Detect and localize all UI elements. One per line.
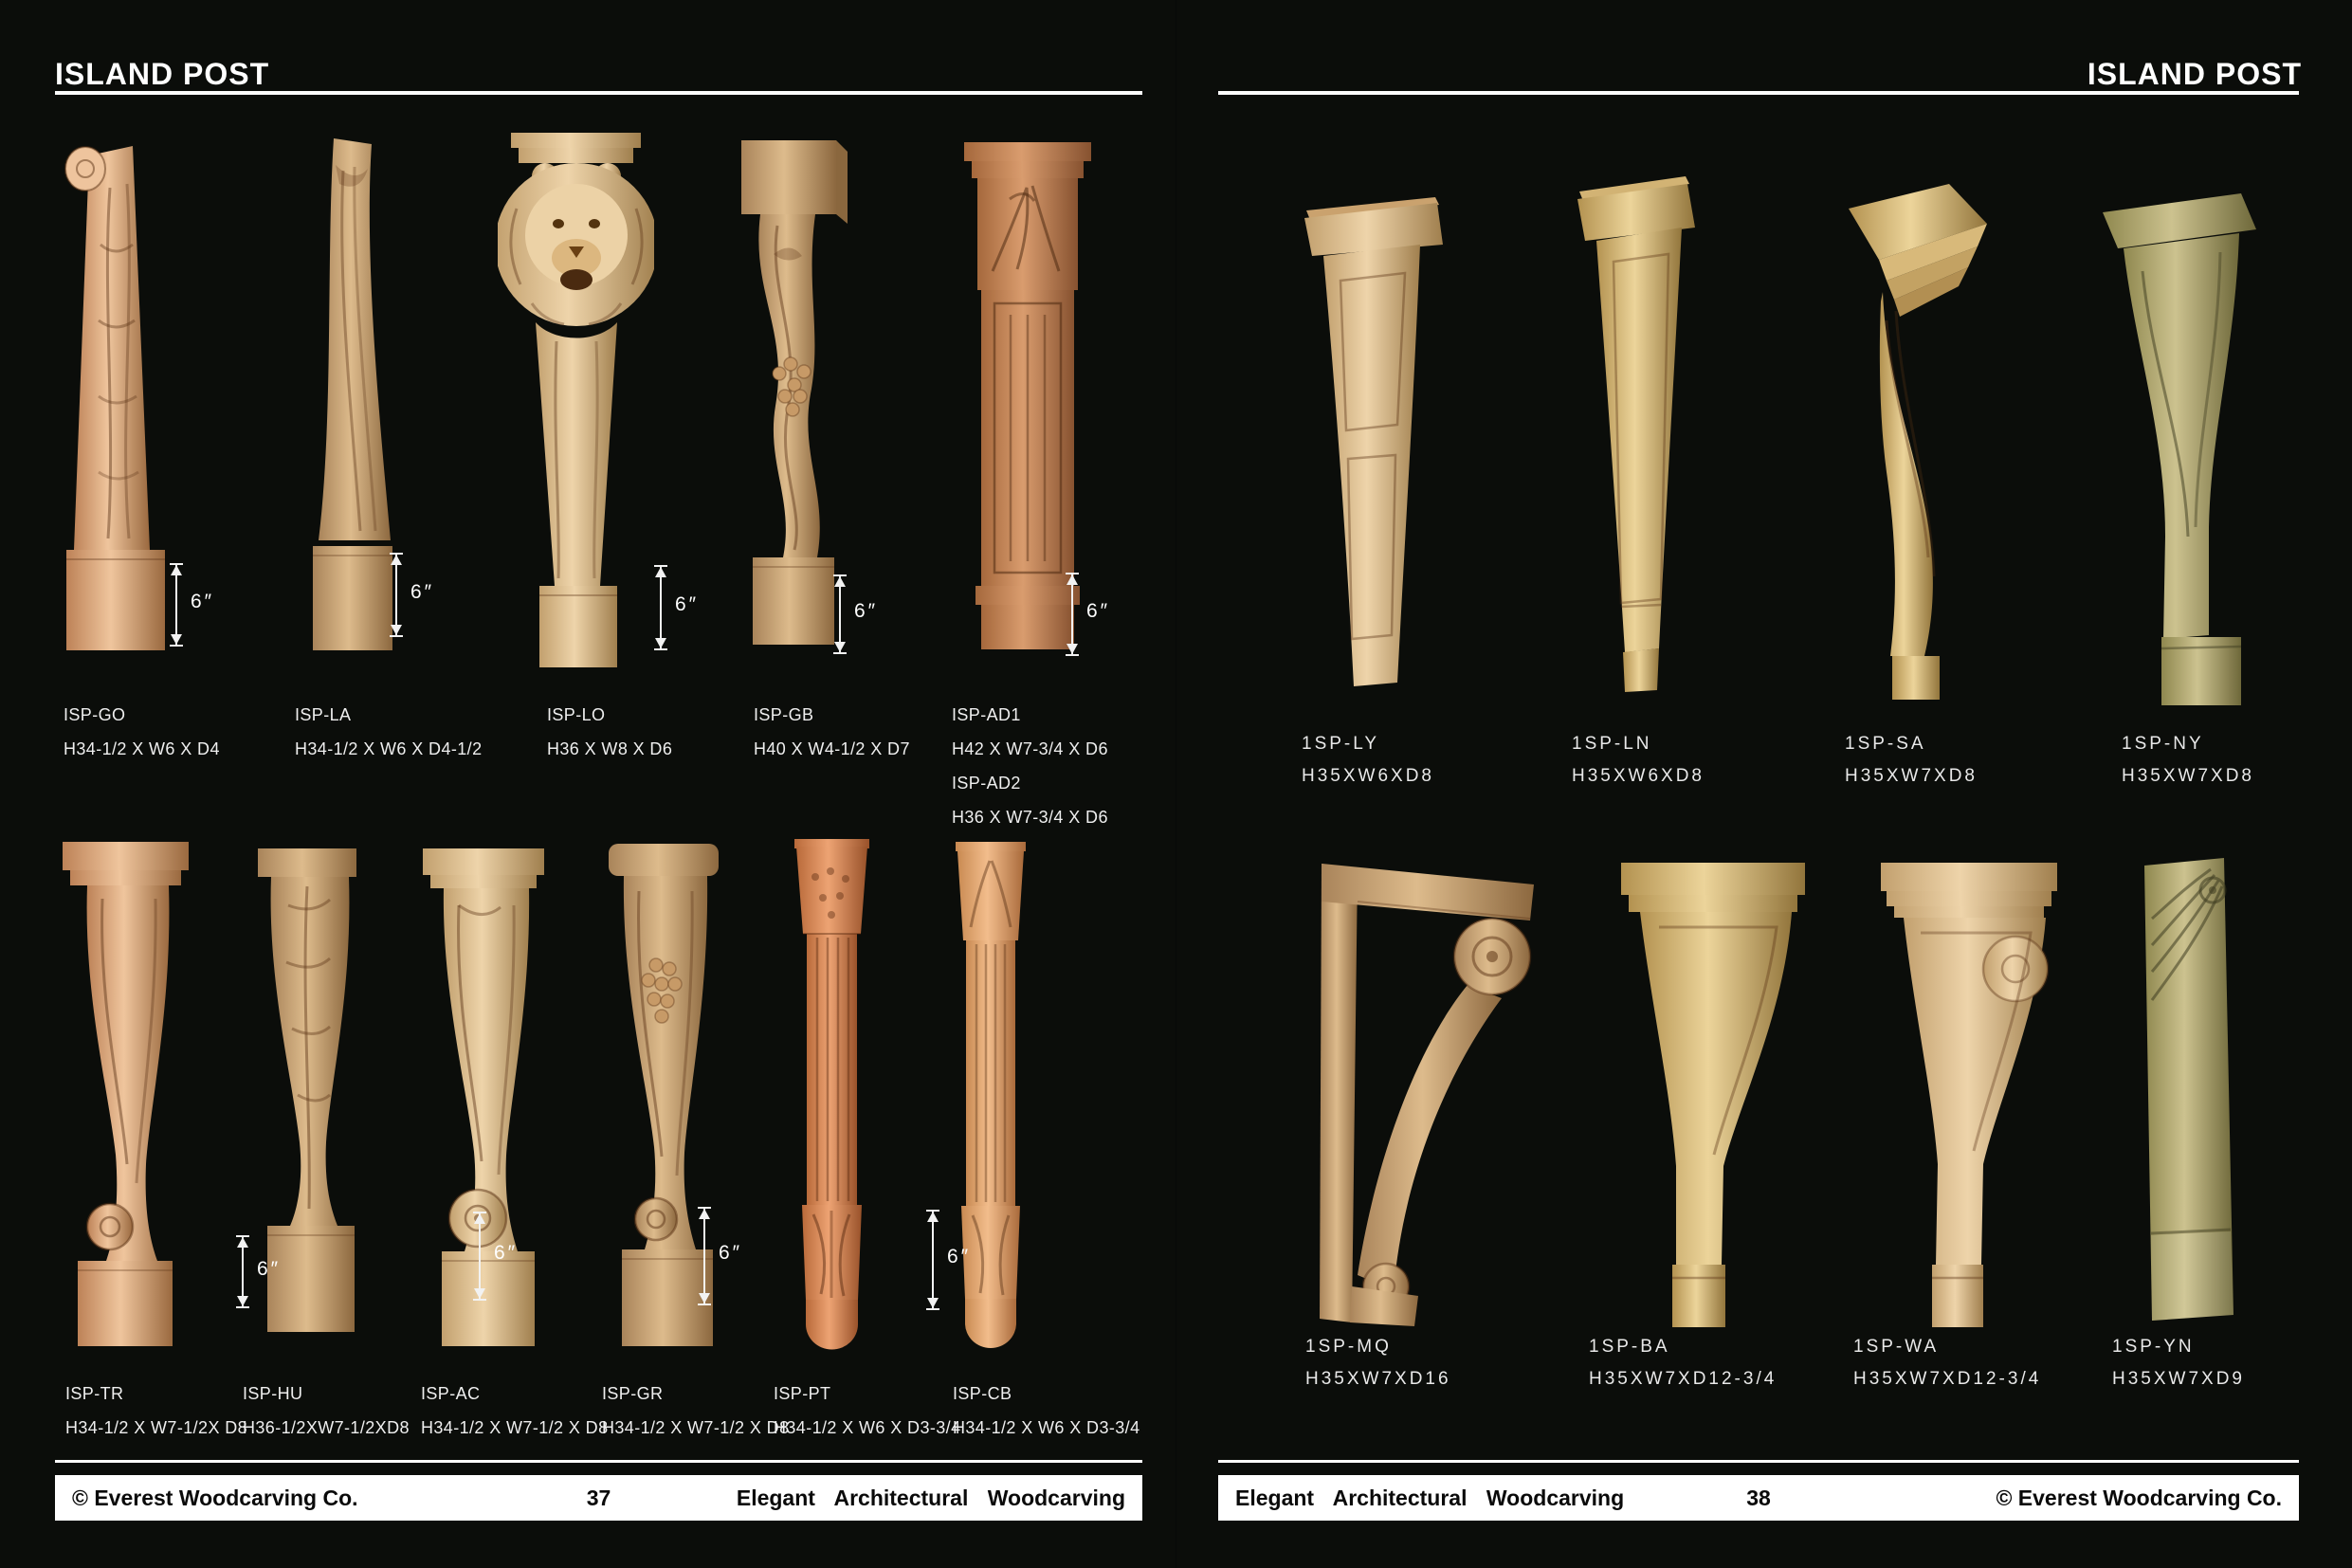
product-label <box>1845 728 1978 793</box>
product-image-1sp-ln <box>1566 163 1704 694</box>
product-dims: H42 X W7-3/4 X D6 <box>952 739 1108 758</box>
product-code: ISP-AD1 <box>952 705 1021 724</box>
product-image-isp-lo <box>498 133 654 668</box>
product-image-isp-la <box>284 133 408 654</box>
product-code: ISP-GO <box>64 705 126 724</box>
product-dims: H34-1/2 X W6 X D4 <box>64 739 220 758</box>
product-code: ISP-TR <box>65 1384 124 1403</box>
dimension-label: 6″ <box>494 1242 519 1264</box>
footer-bar <box>55 1475 1142 1521</box>
footer-copyright: © Everest Woodcarving Co. <box>1996 1485 2282 1510</box>
product-code: 1SP-WA <box>1853 1337 1940 1357</box>
product-dims: H34-1/2 X W6 X D3-3/4 <box>953 1418 1140 1437</box>
product-image-1sp-mq <box>1306 858 1543 1327</box>
product-dims: H35XW7XD9 <box>2112 1369 2245 1389</box>
product-image-1sp-ly <box>1297 186 1449 688</box>
footer-tagline: Elegant Architectural Woodcarving <box>736 1485 1125 1510</box>
product-image-1sp-yn <box>2125 858 2249 1322</box>
dimension-arrow <box>703 1209 743 1304</box>
dimension-label: 6″ <box>675 593 700 615</box>
product-code: 1SP-BA <box>1589 1337 1670 1357</box>
product-code: ISP-GR <box>602 1384 664 1403</box>
footer-bar <box>1218 1475 2299 1521</box>
product-label <box>547 698 672 766</box>
product-label <box>2112 1331 2245 1395</box>
product-image-1sp-wa <box>1875 863 2065 1327</box>
product-dims: H34-1/2 X W6 X D4-1/2 <box>295 739 483 758</box>
product-dims: H35XW7XD12-3/4 <box>1589 1369 1778 1389</box>
product-image-isp-pt <box>787 839 877 1356</box>
product-code: 1SP-NY <box>2122 734 2204 754</box>
product-label <box>2122 728 2254 793</box>
page-number: 38 <box>1746 1485 1771 1510</box>
product-code: ISP-GB <box>754 705 814 724</box>
dimension-label: 6″ <box>947 1246 972 1267</box>
product-label <box>1572 728 1705 793</box>
product-label <box>754 698 910 766</box>
dimension-label: 6″ <box>854 600 879 622</box>
header-rule <box>55 91 1142 95</box>
product-label <box>1853 1331 2041 1395</box>
product-image-isp-gb <box>720 140 853 645</box>
header-rule <box>1218 91 2299 95</box>
dimension-arrow <box>175 565 215 645</box>
dimension-arrow <box>932 1212 972 1308</box>
product-label <box>602 1377 789 1445</box>
product-label <box>65 1377 247 1445</box>
product-code: 1SP-LN <box>1572 734 1652 754</box>
product-code: ISP-AD2 <box>952 774 1021 793</box>
product-dims: H35XW7XD8 <box>1845 766 1978 786</box>
dimension-arrow <box>395 555 435 635</box>
product-label <box>243 1377 410 1445</box>
footer-copyright: © Everest Woodcarving Co. <box>72 1485 358 1510</box>
product-image-isp-cb <box>948 842 1033 1354</box>
product-label <box>953 1377 1140 1445</box>
footer-rule <box>1218 1460 2299 1463</box>
product-image-isp-ac <box>415 848 553 1346</box>
dimension-arrow <box>1071 574 1111 654</box>
dimension-label: 6″ <box>257 1257 282 1280</box>
product-dims: H34-1/2 X W6 X D3-3/4 <box>774 1418 961 1437</box>
product-image-isp-gr <box>595 844 728 1346</box>
dimension-arrow <box>660 567 700 648</box>
product-dims: H36-1/2XW7-1/2XD8 <box>243 1418 410 1437</box>
product-dims: H35XW6XD8 <box>1572 766 1705 786</box>
page-number: 37 <box>586 1485 611 1510</box>
page-right <box>1176 0 2352 1568</box>
product-dims: H35XW6XD8 <box>1302 766 1434 786</box>
product-code: ISP-PT <box>774 1384 831 1403</box>
product-code: 1SP-LY <box>1302 734 1380 754</box>
product-image-1sp-ny <box>2097 186 2268 707</box>
page-title: ISLAND POST <box>55 57 270 91</box>
product-image-1sp-sa <box>1837 178 1994 700</box>
dimension-arrow <box>839 576 879 652</box>
dimension-label: 6″ <box>1086 600 1111 622</box>
dimension-arrow <box>479 1213 519 1299</box>
product-image-isp-tr <box>57 842 194 1346</box>
product-dims: H35XW7XD8 <box>2122 766 2254 786</box>
dimension-arrow <box>242 1237 282 1306</box>
product-label <box>1302 728 1434 793</box>
product-dims: H40 X W4-1/2 X D7 <box>754 739 910 758</box>
product-code: ISP-AC <box>421 1384 481 1403</box>
product-dims: H36 X W7-3/4 X D6 <box>952 808 1108 827</box>
product-image-1sp-ba <box>1614 863 1813 1327</box>
footer-tagline: Elegant Architectural Woodcarving <box>1235 1485 1625 1510</box>
product-label <box>295 698 482 766</box>
product-code: 1SP-SA <box>1845 734 1926 754</box>
product-code: ISP-LA <box>295 705 352 724</box>
dimension-label: 6″ <box>191 591 215 612</box>
product-label <box>421 1377 608 1445</box>
product-dims: H34-1/2 X W7-1/2 X D8 <box>602 1418 790 1437</box>
product-code: ISP-HU <box>243 1384 303 1403</box>
product-label <box>1305 1331 1451 1395</box>
product-label <box>64 698 220 766</box>
footer-rule <box>55 1460 1142 1463</box>
product-label <box>774 1377 960 1445</box>
product-label <box>1589 1331 1777 1395</box>
product-code: 1SP-MQ <box>1305 1337 1392 1357</box>
dimension-label: 6″ <box>410 580 435 603</box>
product-code: ISP-LO <box>547 705 606 724</box>
product-dims: H35XW7XD12-3/4 <box>1853 1369 2042 1389</box>
dimension-label: 6″ <box>719 1242 743 1264</box>
product-dims: H34-1/2 X W7-1/2 X D8 <box>421 1418 609 1437</box>
product-label <box>952 698 1108 834</box>
product-image-isp-go <box>55 140 175 657</box>
product-dims: H36 X W8 X D6 <box>547 739 673 758</box>
product-code: 1SP-YN <box>2112 1337 2195 1357</box>
product-code: ISP-CB <box>953 1384 1012 1403</box>
product-dims: H34-1/2 X W7-1/2X D8 <box>65 1418 248 1437</box>
page-title: ISLAND POST <box>2087 57 2302 91</box>
product-dims: H35XW7XD16 <box>1305 1369 1451 1389</box>
